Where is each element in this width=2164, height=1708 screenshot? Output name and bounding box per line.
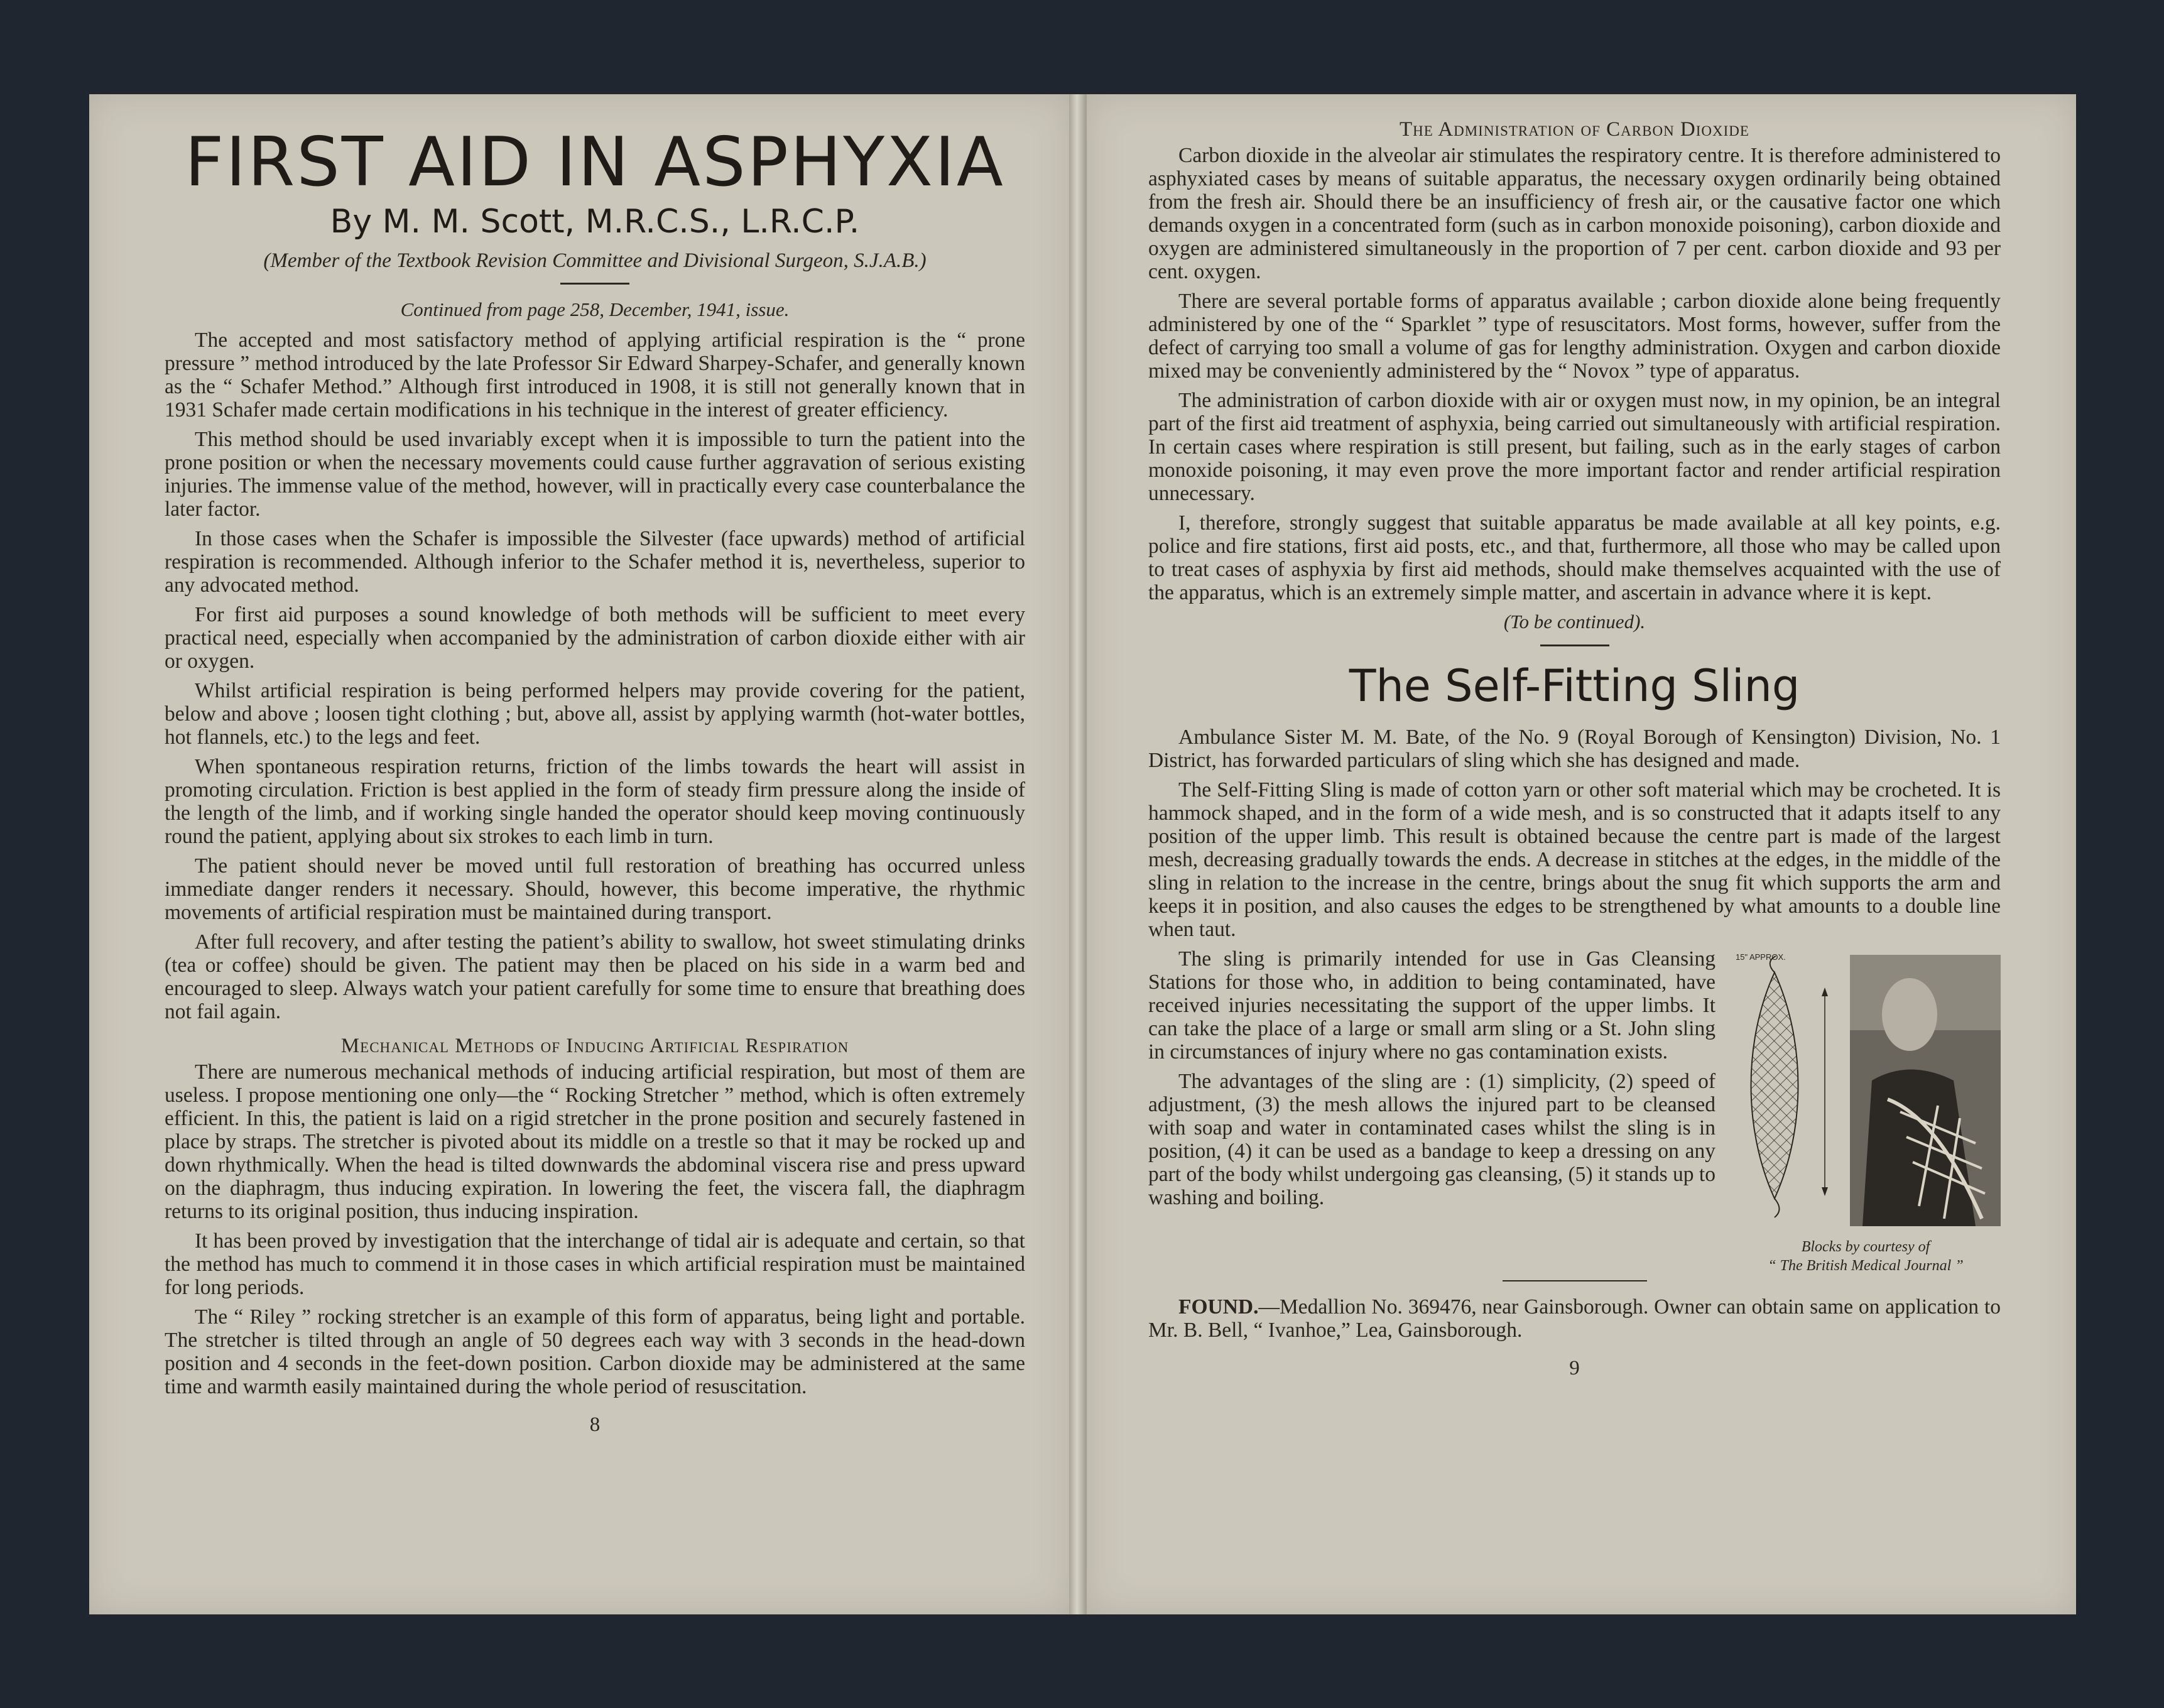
to-be-continued: (To be continued). — [1503, 611, 1646, 633]
continued-note: Continued from page 258, December, 1941, issue. — [400, 298, 790, 321]
sling-diagram — [1731, 947, 1844, 1224]
divider-rule — [1540, 645, 1609, 646]
paragraph: The patient should never be moved until full restoration of breathing has occurred unless immediate danger renders it necessary. Should, however, this become imperative, the rhythmic movements of artificial respiration must be maintained during transport. — [165, 854, 1025, 925]
sling-figure-row — [1148, 947, 2001, 1274]
paragraph: In those cases when the Schafer is impossible the Silvester (face upwards) method of artificial respiration is recommended. Although inferior to the Schafer method it is, nevertheless, superior to any advocated method. — [165, 527, 1025, 597]
book-spine — [1069, 94, 1087, 1614]
title-rule — [560, 283, 629, 285]
paragraph: Ambulance Sister M. M. Bate, of the No. 9 (Royal Borough of Kensington) Division, No. 1 District, has forwarded particulars of sling which she has designed and made. — [1148, 726, 2001, 772]
sling-photo — [1850, 955, 2001, 1226]
paragraph: There are several portable forms of apparatus available ; carbon dioxide alone being frequently administered by one of the “ Sparklet ” type of resuscitators. Most forms, however, suffer from the defect of carrying too small a volume of gas for lengthy administration. Oxygen and carbon dioxide mixed may be conveniently administered by the “ Novox ” type of apparatus. — [1148, 290, 2001, 383]
found-notice — [1148, 1295, 2001, 1342]
caption-line: “ The British Medical Journal ” — [1768, 1258, 1964, 1274]
paragraph: The Self-Fitting Sling is made of cotton yarn or other soft material which may be crocheted. It is hammock shaped, and in the form of a wide mesh, and is so constructed that it adapts itself to any position of the upper limb. This result is obtained because the centre part is made of the largest mesh, decreasing gradually towards the ends. A decrease in stitches at the edges, in the middle of the sling in relation to the increase in the centre, brings about the snug fit which supports the arm and keeps it in position, and also causes the edges to be strengthened by what amounts to a double line when taut. — [1148, 778, 2001, 941]
paragraph: It has been proved by investigation that the interchange of tidal air is adequate and certain, so that the method has much to commend it in those cases in which artificial respiration must be maintained for long periods. — [165, 1229, 1025, 1300]
paragraph: The administration of carbon dioxide with air or oxygen must now, in my opinion, be an integral part of the first aid treatment of asphyxia, being carried out simultaneously with artificial respiration. In certain cases where respiration is still present, but failing, such as in the early stages of carbon monoxide poisoning, it may even prove the more important factor and render artificial respiration unnecessary. — [1148, 389, 2001, 505]
paragraph: Whilst artificial respiration is being performed helpers may provide covering for the patient, below and above ; loosen tight clothing ; but, above all, assist by applying warmth (hot-water bottles, hot flannels, etc.) to the legs and feet. — [165, 679, 1025, 749]
paragraph: The accepted and most satisfactory method of applying artificial respiration is the “ prone pressure ” method introduced by the late Professor Sir Edward Sharpey-Schafer, and generally known as the “ Schafer Method.” Although first introduced in 1908, it is still not generally known that in 1931 Schafer made certain modifications in his technique in the interest of greater efficiency. — [165, 329, 1025, 422]
paragraph: After full recovery, and after testing the patient’s ability to swallow, hot sweet stimulating drinks (tea or coffee) should be given. The patient may then be placed on his side in a warm bed and encouraged to sleep. Always watch your patient carefully for some time to ensure that breathing does not fail again. — [165, 930, 1025, 1024]
section-heading: The Administration of Carbon Dioxide — [1400, 118, 1749, 141]
paragraph: The sling is primarily intended for use in Gas Cleansing Stations for those who, in addition to being contaminated, have received injuries necessitating the support of the upper limbs. It can take the place of a large or small arm sling or a St. John sling in circumstances of injury where no gas contamination exists. — [1148, 947, 1715, 1063]
found-label: FOUND. — [1178, 1295, 1259, 1319]
sling-article-title: The Self-Fitting Sling — [1349, 660, 1800, 712]
page-number: 8 — [589, 1413, 601, 1437]
left-page — [89, 94, 1069, 1614]
right-page — [1087, 94, 2076, 1614]
paragraph: I, therefore, strongly suggest that suitable apparatus be made available at all key points, e.g. police and fire stations, first aid posts, etc., and that, furthermore, all those who may be called upon to treat cases of asphyxia by first aid methods, should make themselves acquainted with the use of the apparatus, which is an extremely simple matter, and ascertain in advance where it is kept. — [1148, 511, 2001, 604]
article-title: FIRST AID IN ASPHYXIA — [185, 123, 1005, 202]
page-number: 9 — [1569, 1357, 1580, 1379]
paragraph: The “ Riley ” rocking stretcher is an example of this form of apparatus, being light and portable. The stretcher is tilted through an angle of 50 degrees each way with 3 seconds in the head-down position and 4 seconds in the feet-down position. Carbon dioxide may be administered at the same time and warmth easily maintained during the whole period of resuscitation. — [165, 1305, 1025, 1399]
paragraph: Carbon dioxide in the alveolar air stimulates the respiratory centre. It is therefore administered to asphyxiated cases by means of suitable apparatus, the necessary oxygen ordinarily being obtained from the fresh air. Should there be an insufficiency of fresh air, or the causative factor one which demands oxygen in a concentrated form (such as in carbon monoxide poisoning), carbon dioxide and oxygen are administered simultaneously in the proportion of 7 per cent. carbon dioxide and 93 per cent. oxygen. — [1148, 144, 2001, 283]
paragraph: This method should be used invariably except when it is impossible to turn the patient into the prone position or when the necessary movements could cause further aggravation of serious existing injuries. The immense value of the method, however, will in practically every case counterbalance the later factor. — [165, 428, 1025, 521]
sling-figure — [1731, 947, 2001, 1274]
figure-label: 15" APPROX. — [1736, 952, 1786, 962]
paragraph: For first aid purposes a sound knowledge of both methods will be sufficient to meet every practical need, especially when accompanied by the administration of carbon dioxide either with air or oxygen. — [165, 603, 1025, 673]
caption-line: Blocks by courtesy of — [1801, 1239, 1930, 1255]
divider-rule — [1503, 1280, 1647, 1281]
section-heading: Mechanical Methods of Inducing Artificial Respiration — [340, 1035, 849, 1058]
found-text: —Medallion No. 369476, near Gainsborough. Owner can obtain same on application to Mr. B. Bell, “ Ivanhoe,” Lea, Gainsborough. — [1148, 1295, 2001, 1342]
paragraph: When spontaneous respiration returns, friction of the limbs towards the heart will assist in promoting circulation. Friction is best applied in the form of steady firm pressure along the inside of the length of the limb, and if working single handed the operator should keep moving continuously round the patient, applying about six strokes to each limb in turn. — [165, 755, 1025, 849]
paragraph: There are numerous mechanical methods of inducing artificial respiration, but most of them are useless. I propose mentioning one only—the “ Rocking Stretcher ” method, which is often extremely efficient. In this, the patient is laid on a rigid stretcher in the prone position and securely fastened in place by straps. The stretcher is pivoted about its middle on a trestle so that it may be rocked up and down rhythmically. When the head is tilted downwards the abdominal viscera rise and press upward on the diaphragm, thus inducing expiration. In lowering the feet, the viscera fall, the diaphragm returns to its original position, thus inducing inspiration. — [165, 1060, 1025, 1224]
author-byline: By M. M. Scott, M.R.C.S., L.R.C.P. — [330, 203, 860, 241]
paragraph: The advantages of the sling are : (1) simplicity, (2) speed of adjustment, (3) the mesh allows the injured part to be cleansed with soap and water in contaminated cases whilst the sling is in position, (4) it can be used as a bandage to keep a dressing on any part of the body whilst undergoing gas cleansing, (5) it stands up to washing and boiling. — [1148, 1070, 1715, 1209]
figure-caption — [1731, 1237, 2001, 1275]
author-affiliation: (Member of the Textbook Revision Committee and Divisional Surgeon, S.J.A.B.) — [263, 249, 927, 273]
